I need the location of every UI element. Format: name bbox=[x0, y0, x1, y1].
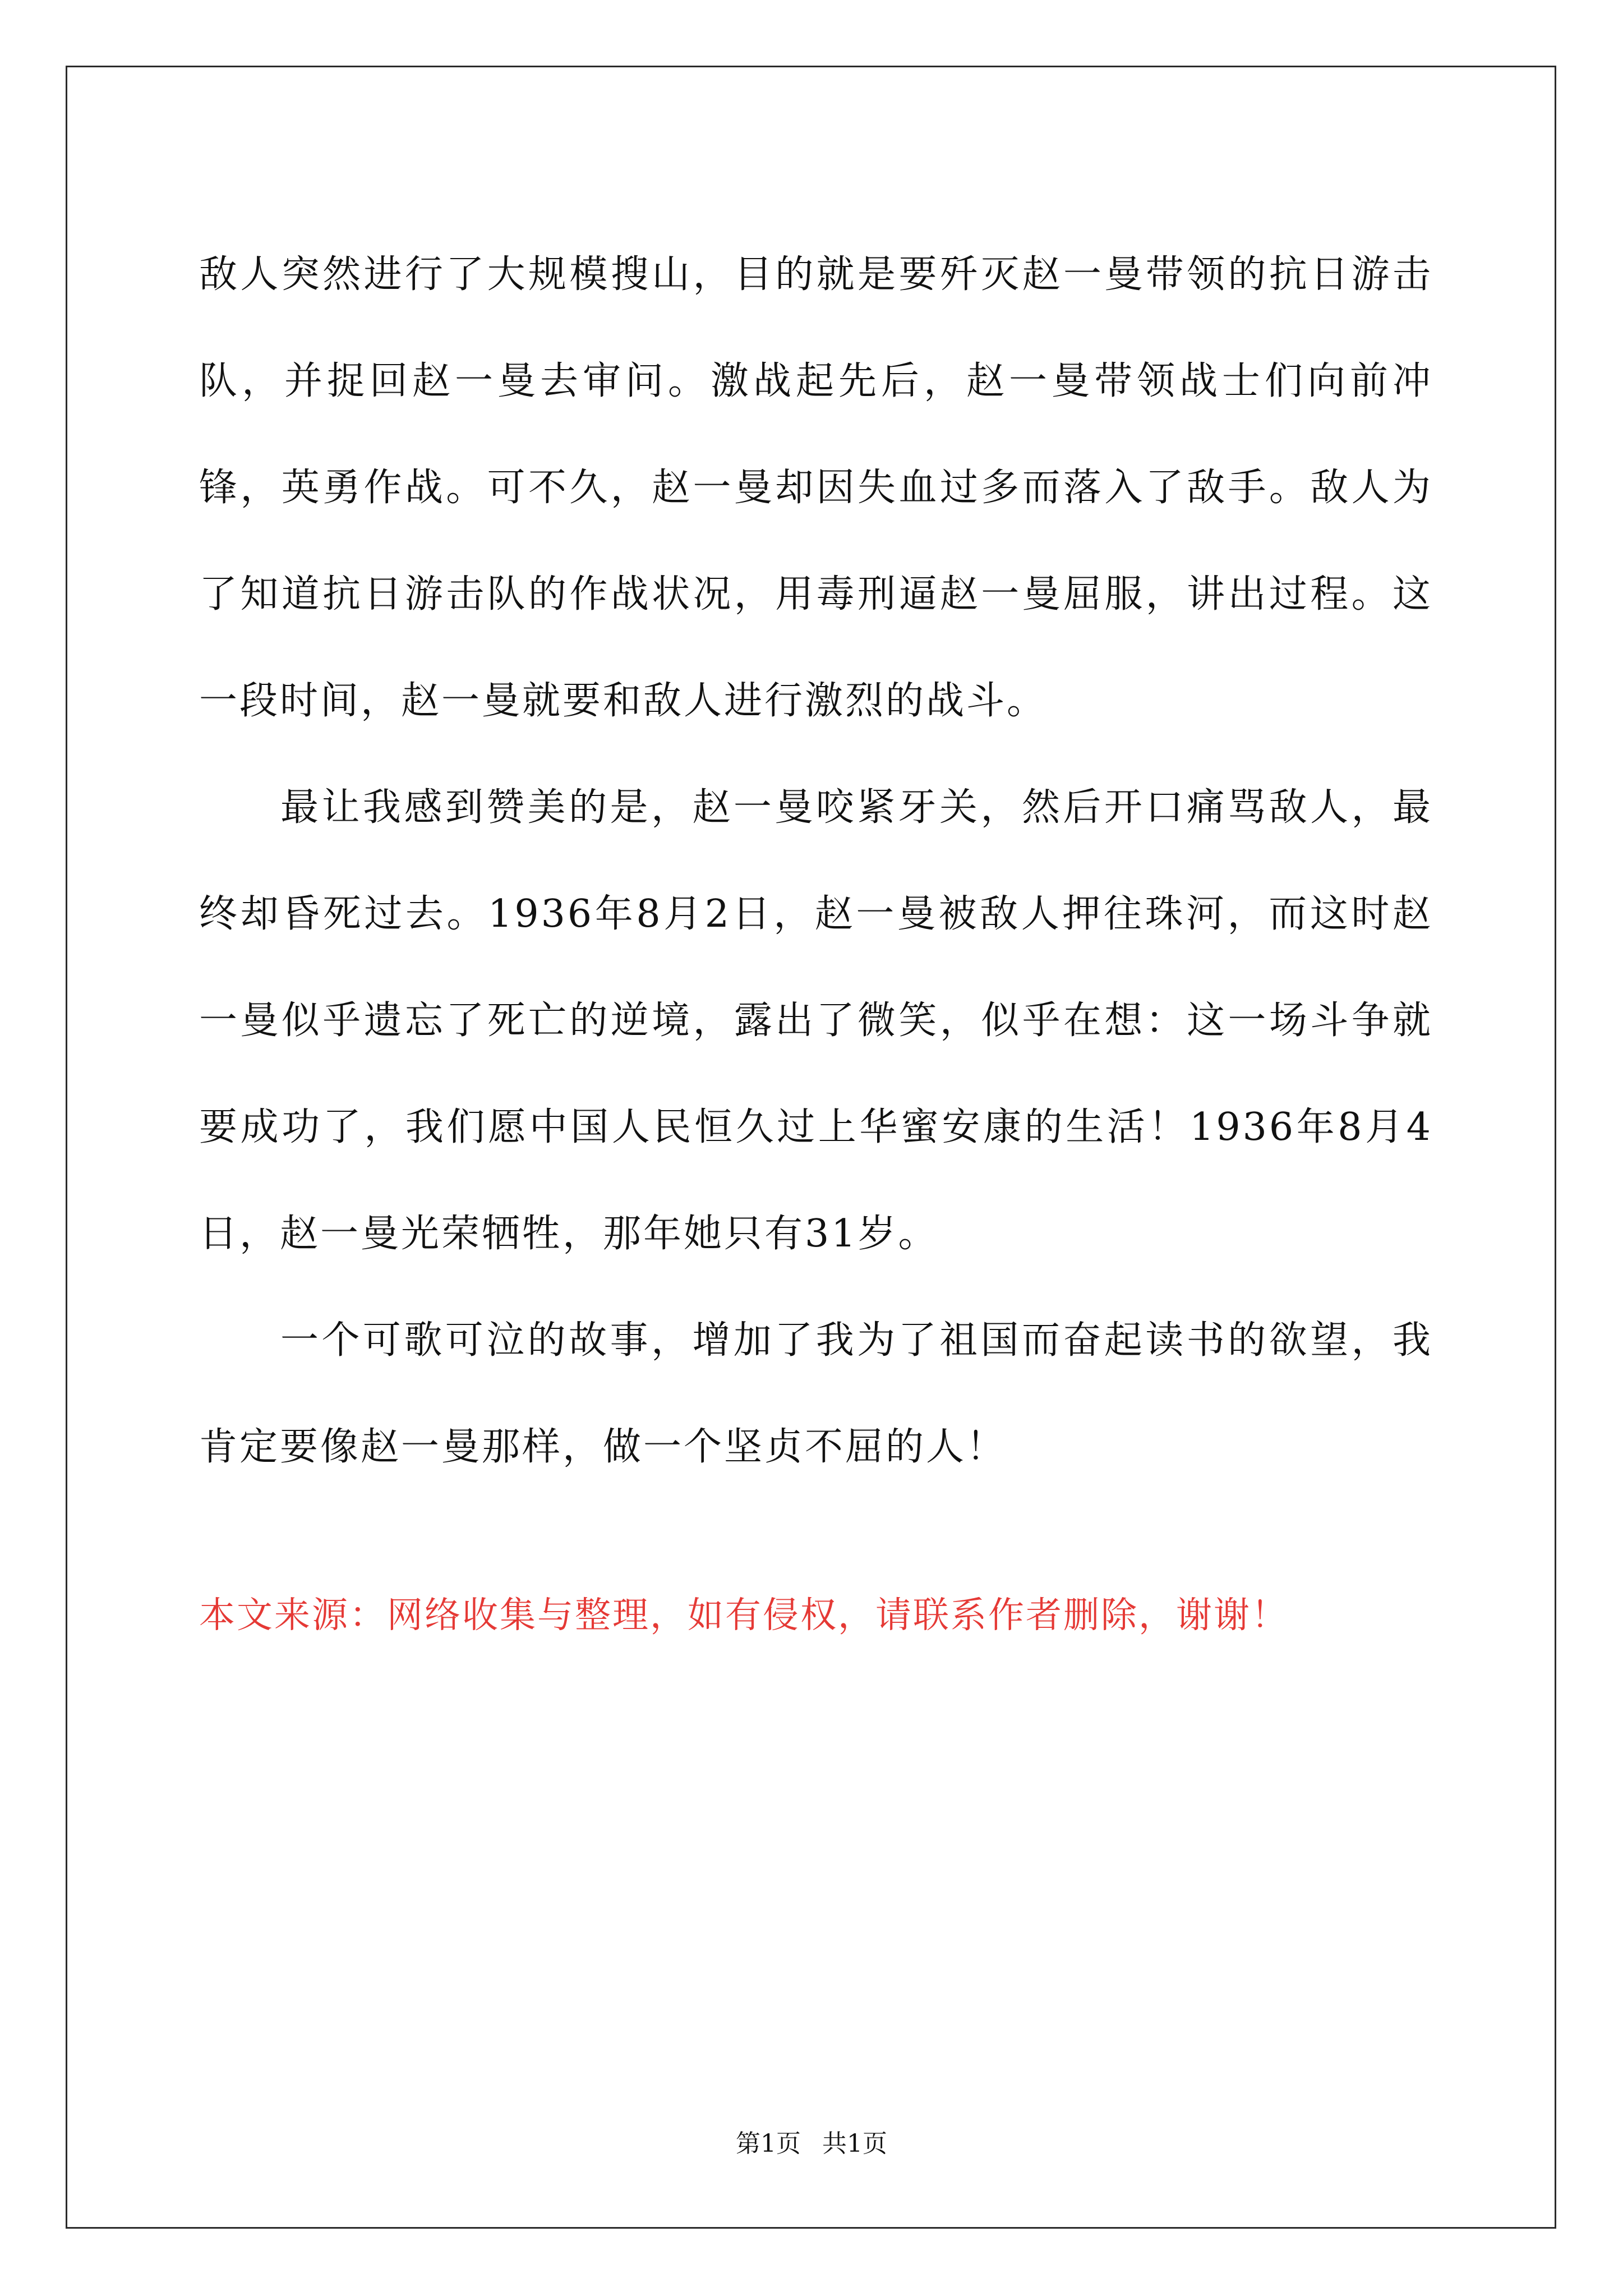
paragraph-1: 敌人突然进行了大规模搜山，目的就是要歼灭赵一曼带领的抗日游击队，并捉回赵一曼去审问。激战起先后，赵一曼带领战士们向前冲锋，英勇作战。可不久，赵一曼却因失血过多而落入了敌手。敌人为了知道抗日游击队的作战状况，用毒刑逼赵一曼屈服，讲出过程。这一段时间，赵一曼就要和敌人进行激烈的战斗。 bbox=[199, 252, 1433, 723]
page-footer bbox=[0, 2123, 1623, 2159]
paragraph-2: 最让我感到赞美的是，赵一曼咬紧牙关，然后开口痛骂敌人，最终却昏死过去。1936年8月2日，赵一曼被敌人押往珠河，而这时赵一曼似乎遗忘了死亡的逆境，露出了微笑，似乎在想：这一场斗争就要成功了，我们愿中国人民恒久过上华蜜安康的生活！1936年8月4日，赵一曼光荣牺牲，那年她只有31岁。 bbox=[199, 785, 1433, 1256]
paragraph-3: 一个可歌可泣的故事，增加了我为了祖国而奋起读书的欲望，我肯定要像赵一曼那样，做一个坚贞不屈的人！ bbox=[199, 1318, 1433, 1469]
source-note: 本文来源：网络收集与整理，如有侵权，请联系作者删除，谢谢！ bbox=[199, 1595, 1289, 1636]
page-number-total: 共1页 bbox=[822, 2129, 887, 2158]
document-body bbox=[199, 222, 1433, 1501]
page-number-current: 第1页 bbox=[736, 2129, 801, 2158]
